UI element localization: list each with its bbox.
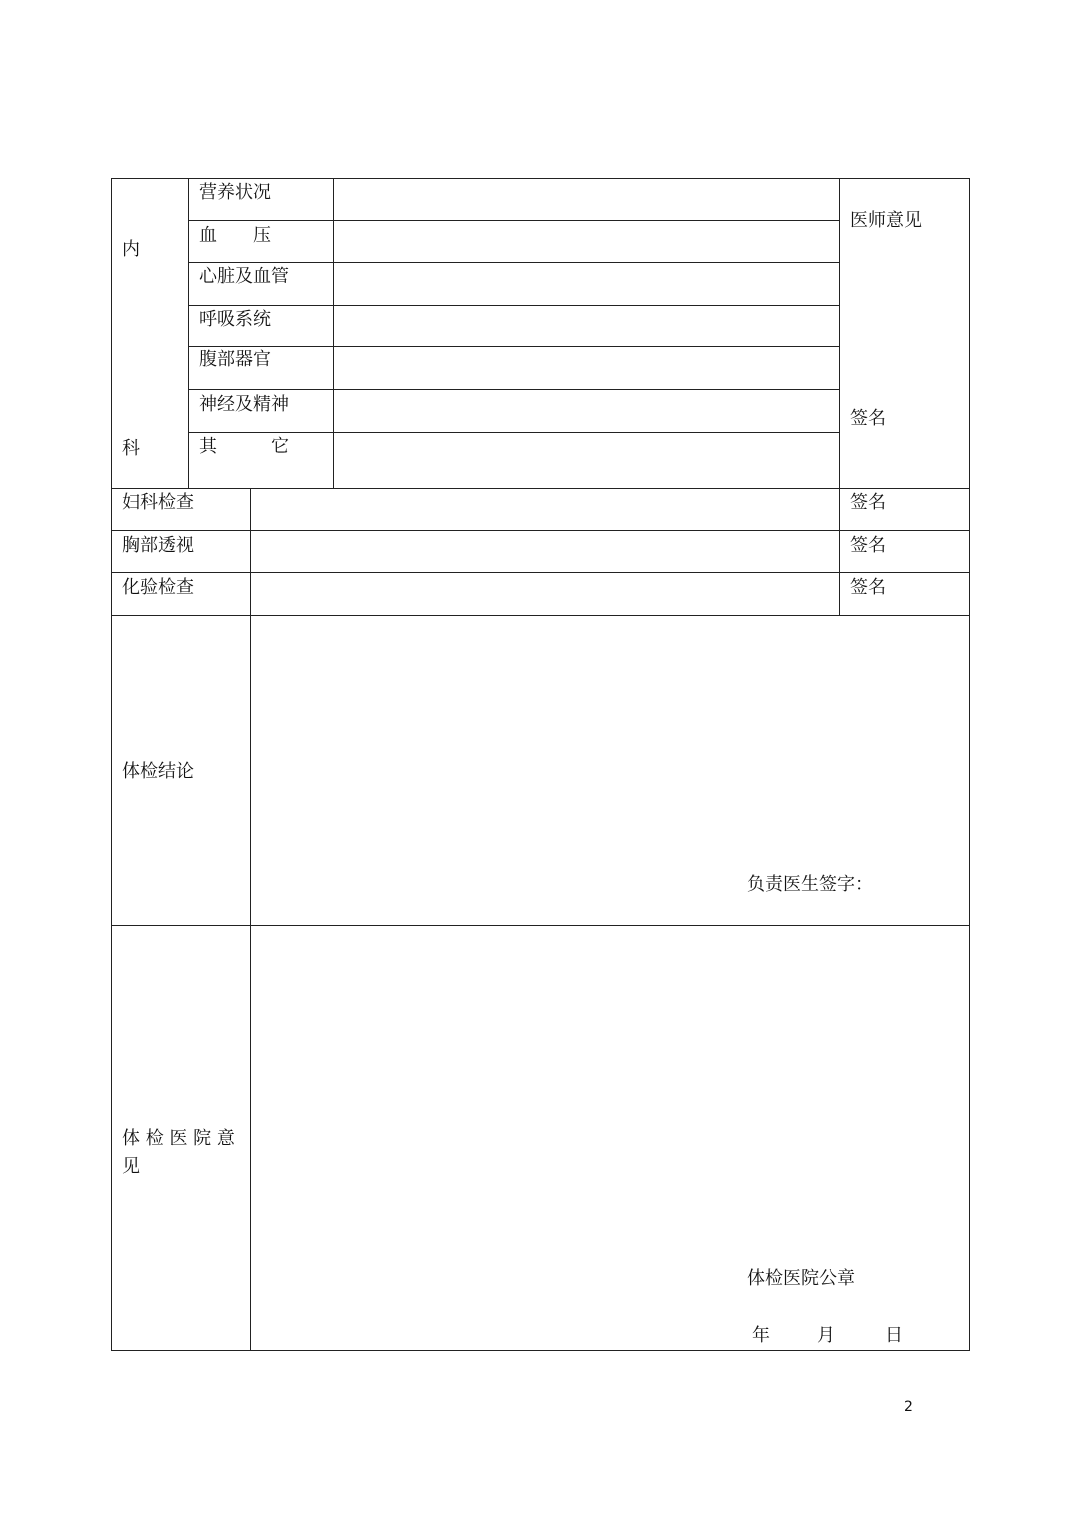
item-label-abdominal: 腹部器官 (188, 346, 334, 390)
item-label-other: 其 它 (188, 432, 334, 489)
doctor-opinion-cell[interactable] (839, 178, 970, 489)
day-label: 日 (885, 1325, 903, 1346)
lab-tests-signature-cell[interactable]: 签名 (839, 572, 970, 616)
nutrition-field[interactable] (333, 178, 840, 221)
heart-field[interactable] (333, 262, 840, 306)
chest-xray-field[interactable] (250, 530, 840, 573)
item-label-respiratory: 呼吸系统 (188, 305, 334, 347)
other-field[interactable] (333, 432, 840, 489)
internal-label-bottom: 科 (122, 438, 140, 459)
item-label-heart: 心脏及血管 (188, 262, 334, 306)
page-number: 2 (904, 1399, 913, 1415)
item-label-neuro: 神经及精神 (188, 389, 334, 433)
month-label: 月 (817, 1325, 835, 1346)
respiratory-field[interactable] (333, 305, 840, 347)
conclusion-field[interactable] (250, 615, 970, 926)
conclusion-label: 体检结论 (122, 761, 194, 782)
year-label: 年 (752, 1325, 770, 1346)
internal-signature-label: 签名 (850, 408, 886, 429)
hospital-opinion-label-line2: 见 (122, 1156, 140, 1177)
chest-xray-signature-cell[interactable]: 签名 (839, 530, 970, 573)
blood-pressure-field[interactable] (333, 220, 840, 263)
item-label-blood-pressure: 血 压 (188, 220, 334, 263)
doctor-opinion-label: 医师意见 (850, 210, 922, 231)
conclusion-label-cell (111, 615, 251, 926)
neuro-field[interactable] (333, 389, 840, 433)
hospital-opinion-label-line1: 体 检 医 院 意 (122, 1128, 235, 1149)
hospital-opinion-field[interactable] (250, 925, 970, 1351)
abdominal-field[interactable] (333, 346, 840, 390)
hospital-seal-label: 体检医院公章 (747, 1268, 855, 1289)
section-label-lab-tests: 化验检查 (111, 572, 251, 616)
lab-tests-field[interactable] (250, 572, 840, 616)
internal-medicine-label-cell (111, 178, 189, 489)
internal-label-top: 内 (122, 239, 140, 260)
gynecology-field[interactable] (250, 488, 840, 531)
section-label-gynecology: 妇科检查 (111, 488, 251, 531)
gynecology-signature-cell[interactable]: 签名 (839, 488, 970, 531)
doctor-signature-label: 负责医生签字： (747, 874, 873, 895)
hospital-opinion-label-cell (111, 925, 251, 1351)
item-label-nutrition: 营养状况 (188, 178, 334, 221)
section-label-chest-xray: 胸部透视 (111, 530, 251, 573)
